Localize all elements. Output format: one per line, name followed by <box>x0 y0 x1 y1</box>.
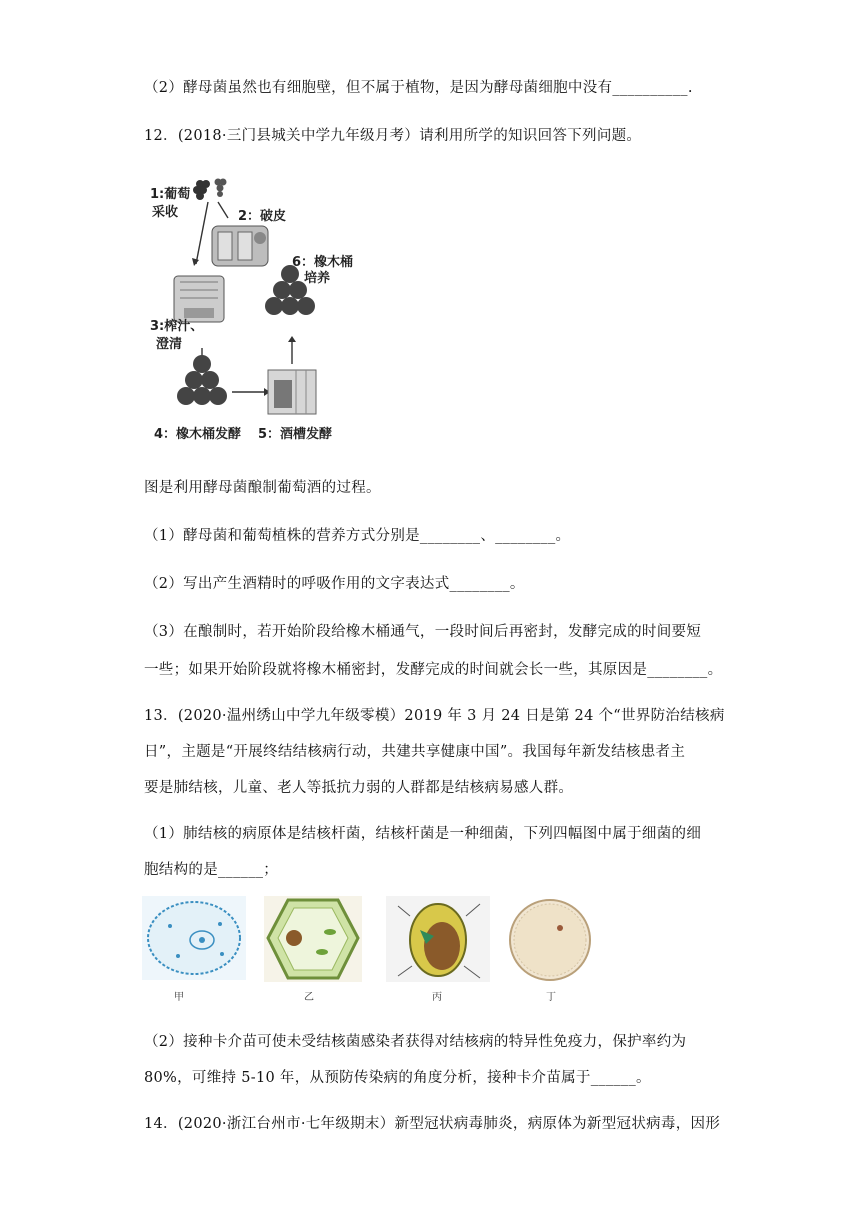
cell-label-yi: 乙 <box>304 992 314 1003</box>
question-12-part-1: （1）酵母菌和葡萄植株的营养方式分别是________、________。 <box>144 528 571 544</box>
cell-jia-animal-cell-icon <box>142 896 246 980</box>
step4-label: 4：橡木桶发酵 <box>154 427 242 442</box>
question-13-part-1-line-2: 胞结构的是______； <box>144 862 279 878</box>
step6-label-b: 培养 <box>304 271 331 286</box>
cell-bing-bacterium-icon <box>386 896 490 982</box>
cell-yi-plant-cell-icon <box>264 896 362 982</box>
question-13-line-2: 日”，主题是“开展终结结核病行动，共建共享健康中国”。我国每年新发结核患者主 <box>144 744 686 760</box>
question-11-part-2: （2）酵母菌虽然也有细胞壁，但不属于植物，是因为酵母菌细胞中没有__________. <box>144 80 693 96</box>
question-13-line-1: 13．(2020·温州绣山中学九年级零模）2019 年 3 月 24 日是第 24 个“世界防治结核病 <box>144 708 725 724</box>
question-13-part-2-line-1: （2）接种卡介苗可使未受结核菌感染者获得对结核病的特异性免疫力，保护率约为 <box>144 1034 687 1050</box>
question-14-line-1: 14．(2020·浙江台州市·七年级期末）新型冠状病毒肺炎，病原体为新型冠状病毒，因形 <box>144 1116 721 1132</box>
question-13-part-2-line-2: 80%，可维持 5-10 年，从预防传染病的角度分析，接种卡介苗属于______。 <box>144 1070 651 1086</box>
question-12-part-2: （2）写出产生酒精时的呼吸作用的文字表达式________。 <box>144 576 525 592</box>
cell-label-bing: 丙 <box>432 992 442 1003</box>
step3-label-a: 3:榨汁、 <box>150 319 204 334</box>
cell-structures-figure <box>142 896 572 1006</box>
step5-label: 5：酒槽发酵 <box>258 427 333 442</box>
question-12-heading: 12．(2018·三门县城关中学九年级月考）请利用所学的知识回答下列问题。 <box>144 128 642 144</box>
question-13-line-3: 要是肺结核，儿童、老人等抵抗力弱的人群都是结核病易感人群。 <box>144 780 574 796</box>
step1-label-a: 1:葡萄 <box>150 187 191 202</box>
cell-ding-visual <box>510 900 590 980</box>
crusher-machine-icon <box>212 226 268 266</box>
question-12-part-3-line-1: （3）在酿制时，若开始阶段给橡木桶通气，一段时间后再密封，发酵完成的时间要短 <box>144 624 702 640</box>
grape-icon <box>193 179 227 201</box>
fermentation-tank-icon <box>268 370 316 414</box>
press-machine-icon <box>174 276 224 322</box>
question-13-part-1-line-1: （1）肺结核的病原体是结核杆菌，结核杆菌是一种细菌，下列四幅图中属于细菌的细 <box>144 826 702 842</box>
step2-label: 2：破皮 <box>238 209 287 224</box>
question-12-figure-caption: 图是利用酵母菌酿制葡萄酒的过程。 <box>144 480 381 496</box>
oak-barrels-icon <box>177 355 227 405</box>
cell-label-ding: 丁 <box>546 992 556 1003</box>
step6-label-a: 6：橡木桶 <box>292 255 354 270</box>
wine-making-process-figure <box>146 168 354 448</box>
question-12-part-3-line-2: 一些；如果开始阶段就将橡木桶密封，发酵完成的时间就会长一些，其原因是________。 <box>144 662 723 678</box>
step3-label-b: 澄清 <box>156 337 183 352</box>
step1-label-b: 采收 <box>152 205 179 220</box>
cell-label-jia: 甲 <box>174 992 184 1003</box>
